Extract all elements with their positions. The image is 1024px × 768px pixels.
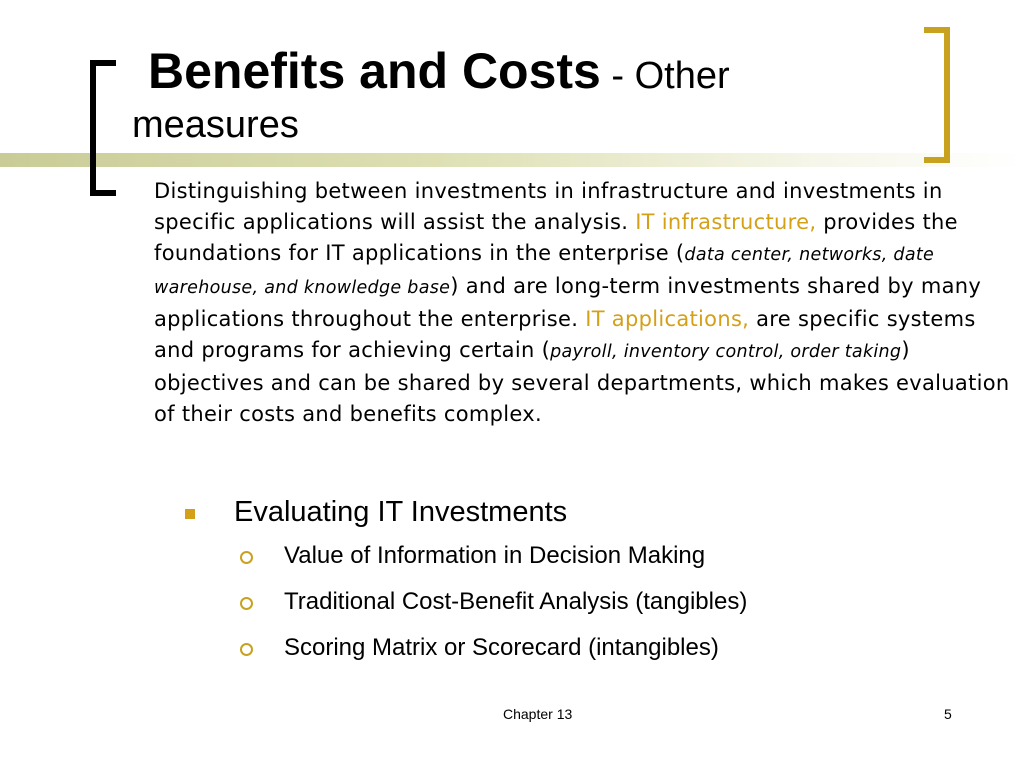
paragraph-text-5: ) objectives and can be shared by several departments, which makes evaluation of their costs and benefits complex.	[154, 338, 1010, 426]
title-main: Benefits and Costs	[148, 43, 601, 99]
bullet-list	[180, 492, 980, 678]
body-paragraph	[154, 176, 1014, 430]
square-bullet-icon	[185, 509, 195, 519]
circle-bullet-icon	[240, 643, 253, 656]
right-bracket-decoration	[924, 27, 950, 163]
paragraph-text-2: provides the foundations for IT applications in the enterprise (	[154, 210, 958, 265]
footer-chapter: Chapter 13	[503, 706, 573, 722]
bullet-item-main	[180, 492, 980, 532]
paragraph-text-1: Distinguishing between investments in infrastructure and investments in specific applications will assist the analysis.	[154, 179, 943, 234]
footer-page-number: 5	[944, 706, 952, 722]
slide-title	[132, 42, 892, 145]
circle-bullet-icon	[240, 597, 253, 610]
sub-bullet-label: Value of Information in Decision Making	[284, 542, 706, 569]
paragraph-text-3: ) and are long-term investments shared by many applications throughout the enterprise.	[154, 274, 982, 331]
italic-application-examples: payroll, inventory control, order taking	[550, 342, 902, 362]
italic-infrastructure-examples: data center, networks, date warehouse, and knowledge base	[154, 245, 935, 298]
highlight-it-infrastructure: IT infrastructure,	[635, 210, 817, 234]
circle-bullet-icon	[240, 551, 253, 564]
bullet-main-label: Evaluating IT Investments	[234, 496, 568, 528]
paragraph-text-4: are specific systems and programs for achieving certain (	[154, 307, 976, 362]
sub-bullet-label: Scoring Matrix or Scorecard (intangibles)	[284, 634, 719, 661]
sub-bullet-label: Traditional Cost-Benefit Analysis (tangibles)	[284, 588, 748, 615]
title-second-line: measures	[132, 104, 299, 146]
sub-bullet-item	[180, 632, 980, 664]
highlight-it-applications: IT applications,	[585, 307, 750, 331]
sub-bullet-item	[180, 586, 980, 618]
title-divider-bar	[0, 153, 1024, 167]
left-bracket-decoration	[90, 60, 116, 196]
title-suffix: - Other	[600, 55, 730, 97]
sub-bullet-item	[180, 540, 980, 572]
